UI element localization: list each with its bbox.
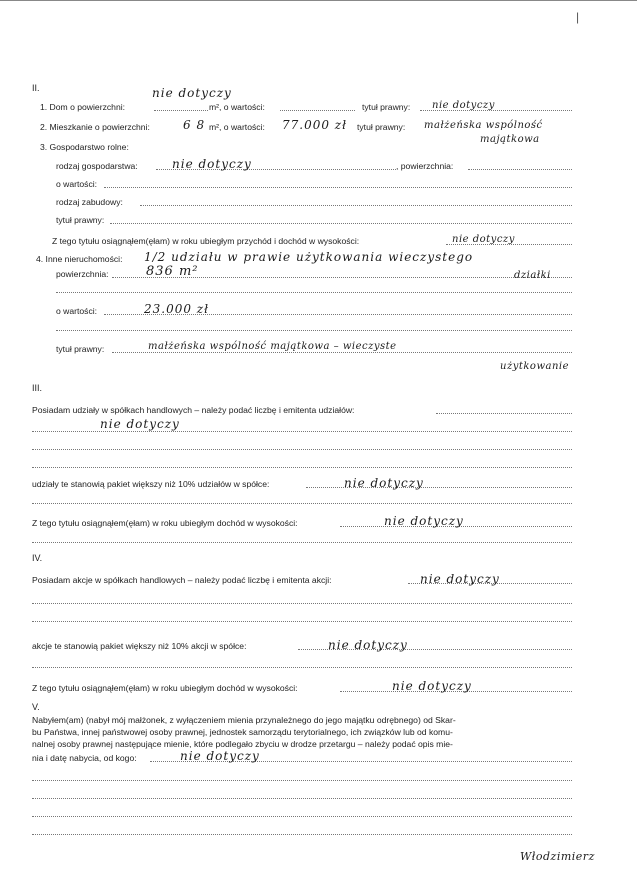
handwritten-item4-value: 23.000 zł (144, 302, 210, 316)
s5-text-line-1: Nabyłem(am) (nabył mój małżonek, z wyłączeniem mienia przynależnego do jego majątku odrębnego) od Skar- (32, 715, 456, 725)
item1-label: 1. Dom o powierzchni: (40, 102, 126, 112)
item2-label: 2. Mieszkanie o powierzchni: (40, 122, 150, 132)
handwritten-item1-title: nie dotyczy (432, 100, 495, 111)
s4-stocks-label: Posiadam akcje w spółkach handlowych – należy podać liczbę i emitenta akcji: (32, 575, 332, 585)
item1-m2-label: m², o wartości: (209, 102, 265, 112)
s4-blank-3 (32, 667, 572, 668)
item3-area-label: , powierzchnia: (396, 161, 454, 171)
item1-title-label: tytuł prawny: (362, 102, 411, 112)
section-heading-iv: IV. (32, 553, 43, 563)
handwritten-item2-title-2: majątkowa (480, 134, 540, 145)
item4-blank-line-1 (56, 292, 572, 293)
item3-value-label: o wartości: (56, 179, 98, 189)
item4-title-line (112, 352, 572, 353)
item3-title-line (110, 223, 572, 224)
s4-blank-2 (32, 621, 572, 622)
handwritten-s3-shares: nie dotyczy (100, 417, 180, 431)
handwritten-s3-package: nie dotyczy (344, 476, 424, 490)
item4-value-label: o wartości: (56, 306, 98, 316)
s5-blank-2 (32, 798, 572, 799)
item1-value-line (280, 110, 355, 111)
item1-area-line (154, 110, 208, 111)
s4-blank-1 (32, 603, 572, 604)
scan-edge (0, 0, 637, 1)
handwritten-item4-title-1: małżeńska wspólność majątkowa – wieczyste (148, 341, 397, 352)
s5-blank-4 (32, 834, 572, 835)
s3-blank-3 (32, 503, 572, 504)
item3-value-line (104, 187, 572, 188)
s3-blank-2 (32, 467, 572, 468)
handwritten-item2-title-1: małżeńska wspólność (424, 120, 543, 131)
corner-mark: | (576, 10, 580, 24)
handwritten-item3-income: nie dotyczy (452, 234, 515, 245)
section-heading-ii: II. (32, 83, 40, 93)
item3-type-label: rodzaj gospodarstwa: (56, 161, 138, 171)
s5-text-line-4: nia i datę nabycia, od kogo: (32, 753, 137, 763)
s5-blank-3 (32, 816, 572, 817)
item3-label: 3. Gospodarstwo rolne: (40, 142, 129, 152)
handwritten-s4-stocks: nie dotyczy (420, 572, 500, 586)
item3-area-line (468, 169, 572, 170)
handwritten-item2-value: 77.000 zł (282, 118, 348, 132)
handwritten-item4-title-2: użytkowanie (500, 361, 570, 372)
handwritten-item4-area: 836 m² (146, 264, 199, 279)
s5-text-line-3: nalnej osoby prawnej następujące mienie, które podlegało zbyciu w drodze przetargu – należy podać opis mie- (32, 739, 453, 749)
section-heading-v: V. (32, 702, 40, 712)
s3-shares-line-a (436, 413, 572, 414)
handwritten-item3-type: nie dotyczy (172, 157, 252, 171)
item3-title-label: tytuł prawny: (56, 215, 105, 225)
handwritten-s3-income: nie dotyczy (384, 514, 464, 528)
item4-blank-line-2 (56, 330, 572, 331)
item2-m2-label: m², o wartości: (209, 122, 265, 132)
s3-shares-label: Posiadam udziały w spółkach handlowych – należy podać liczbę i emitenta udziałów: (32, 405, 355, 415)
handwritten-s5-answer: nie dotyczy (180, 749, 260, 763)
s5-blank-1 (32, 780, 572, 781)
s3-shares-line-b (32, 431, 572, 432)
section-heading-iii: III. (32, 383, 43, 393)
handwritten-item2-area: 6 8 (183, 118, 206, 132)
item2-title-label: tytuł prawny: (357, 122, 406, 132)
item4-area-label: powierzchnia: (56, 269, 109, 279)
item3-buildings-line (140, 205, 572, 206)
s3-blank-4 (32, 542, 572, 543)
item4-title-label: tytuł prawny: (56, 344, 105, 354)
item4-label: 4. Inne nieruchomości: (36, 254, 123, 264)
handwritten-item4-share: 1/2 udziału w prawie użytkowania wieczystego (144, 250, 474, 264)
s4-income-label: Z tego tytułu osiągnąłem(ęłam) w roku ubiegłym dochód w wysokości: (32, 683, 298, 693)
handwritten-nie-dotyczy-top: nie dotyczy (152, 86, 232, 100)
s4-package-label: akcje te stanowią pakiet większy niż 10% akcji w spółce: (32, 641, 247, 651)
s5-text-line-2: bu Państwa, innej państwowej osoby prawnej, jednostek samorządu terytorialnego, ich związków lub od komu- (32, 727, 453, 737)
s3-income-label: Z tego tytułu osiągnąłem(ęłam) w roku ubiegłym dochód w wysokości: (32, 518, 298, 528)
item3-buildings-label: rodzaj zabudowy: (56, 197, 123, 207)
item3-income-label: Z tego tytułu osiągnąłem(ęłam) w roku ubiegłym przychód i dochód w wysokości: (52, 236, 360, 246)
s3-package-label: udziały te stanowią pakiet większy niż 10% udziałów w spółce: (32, 479, 270, 489)
s3-blank-1 (32, 449, 572, 450)
handwritten-s4-package: nie dotyczy (328, 638, 408, 652)
handwritten-s4-income: nie dotyczy (392, 679, 472, 693)
signature: Włodzimierz (520, 850, 595, 863)
handwritten-item4-plot: działki (514, 270, 551, 281)
